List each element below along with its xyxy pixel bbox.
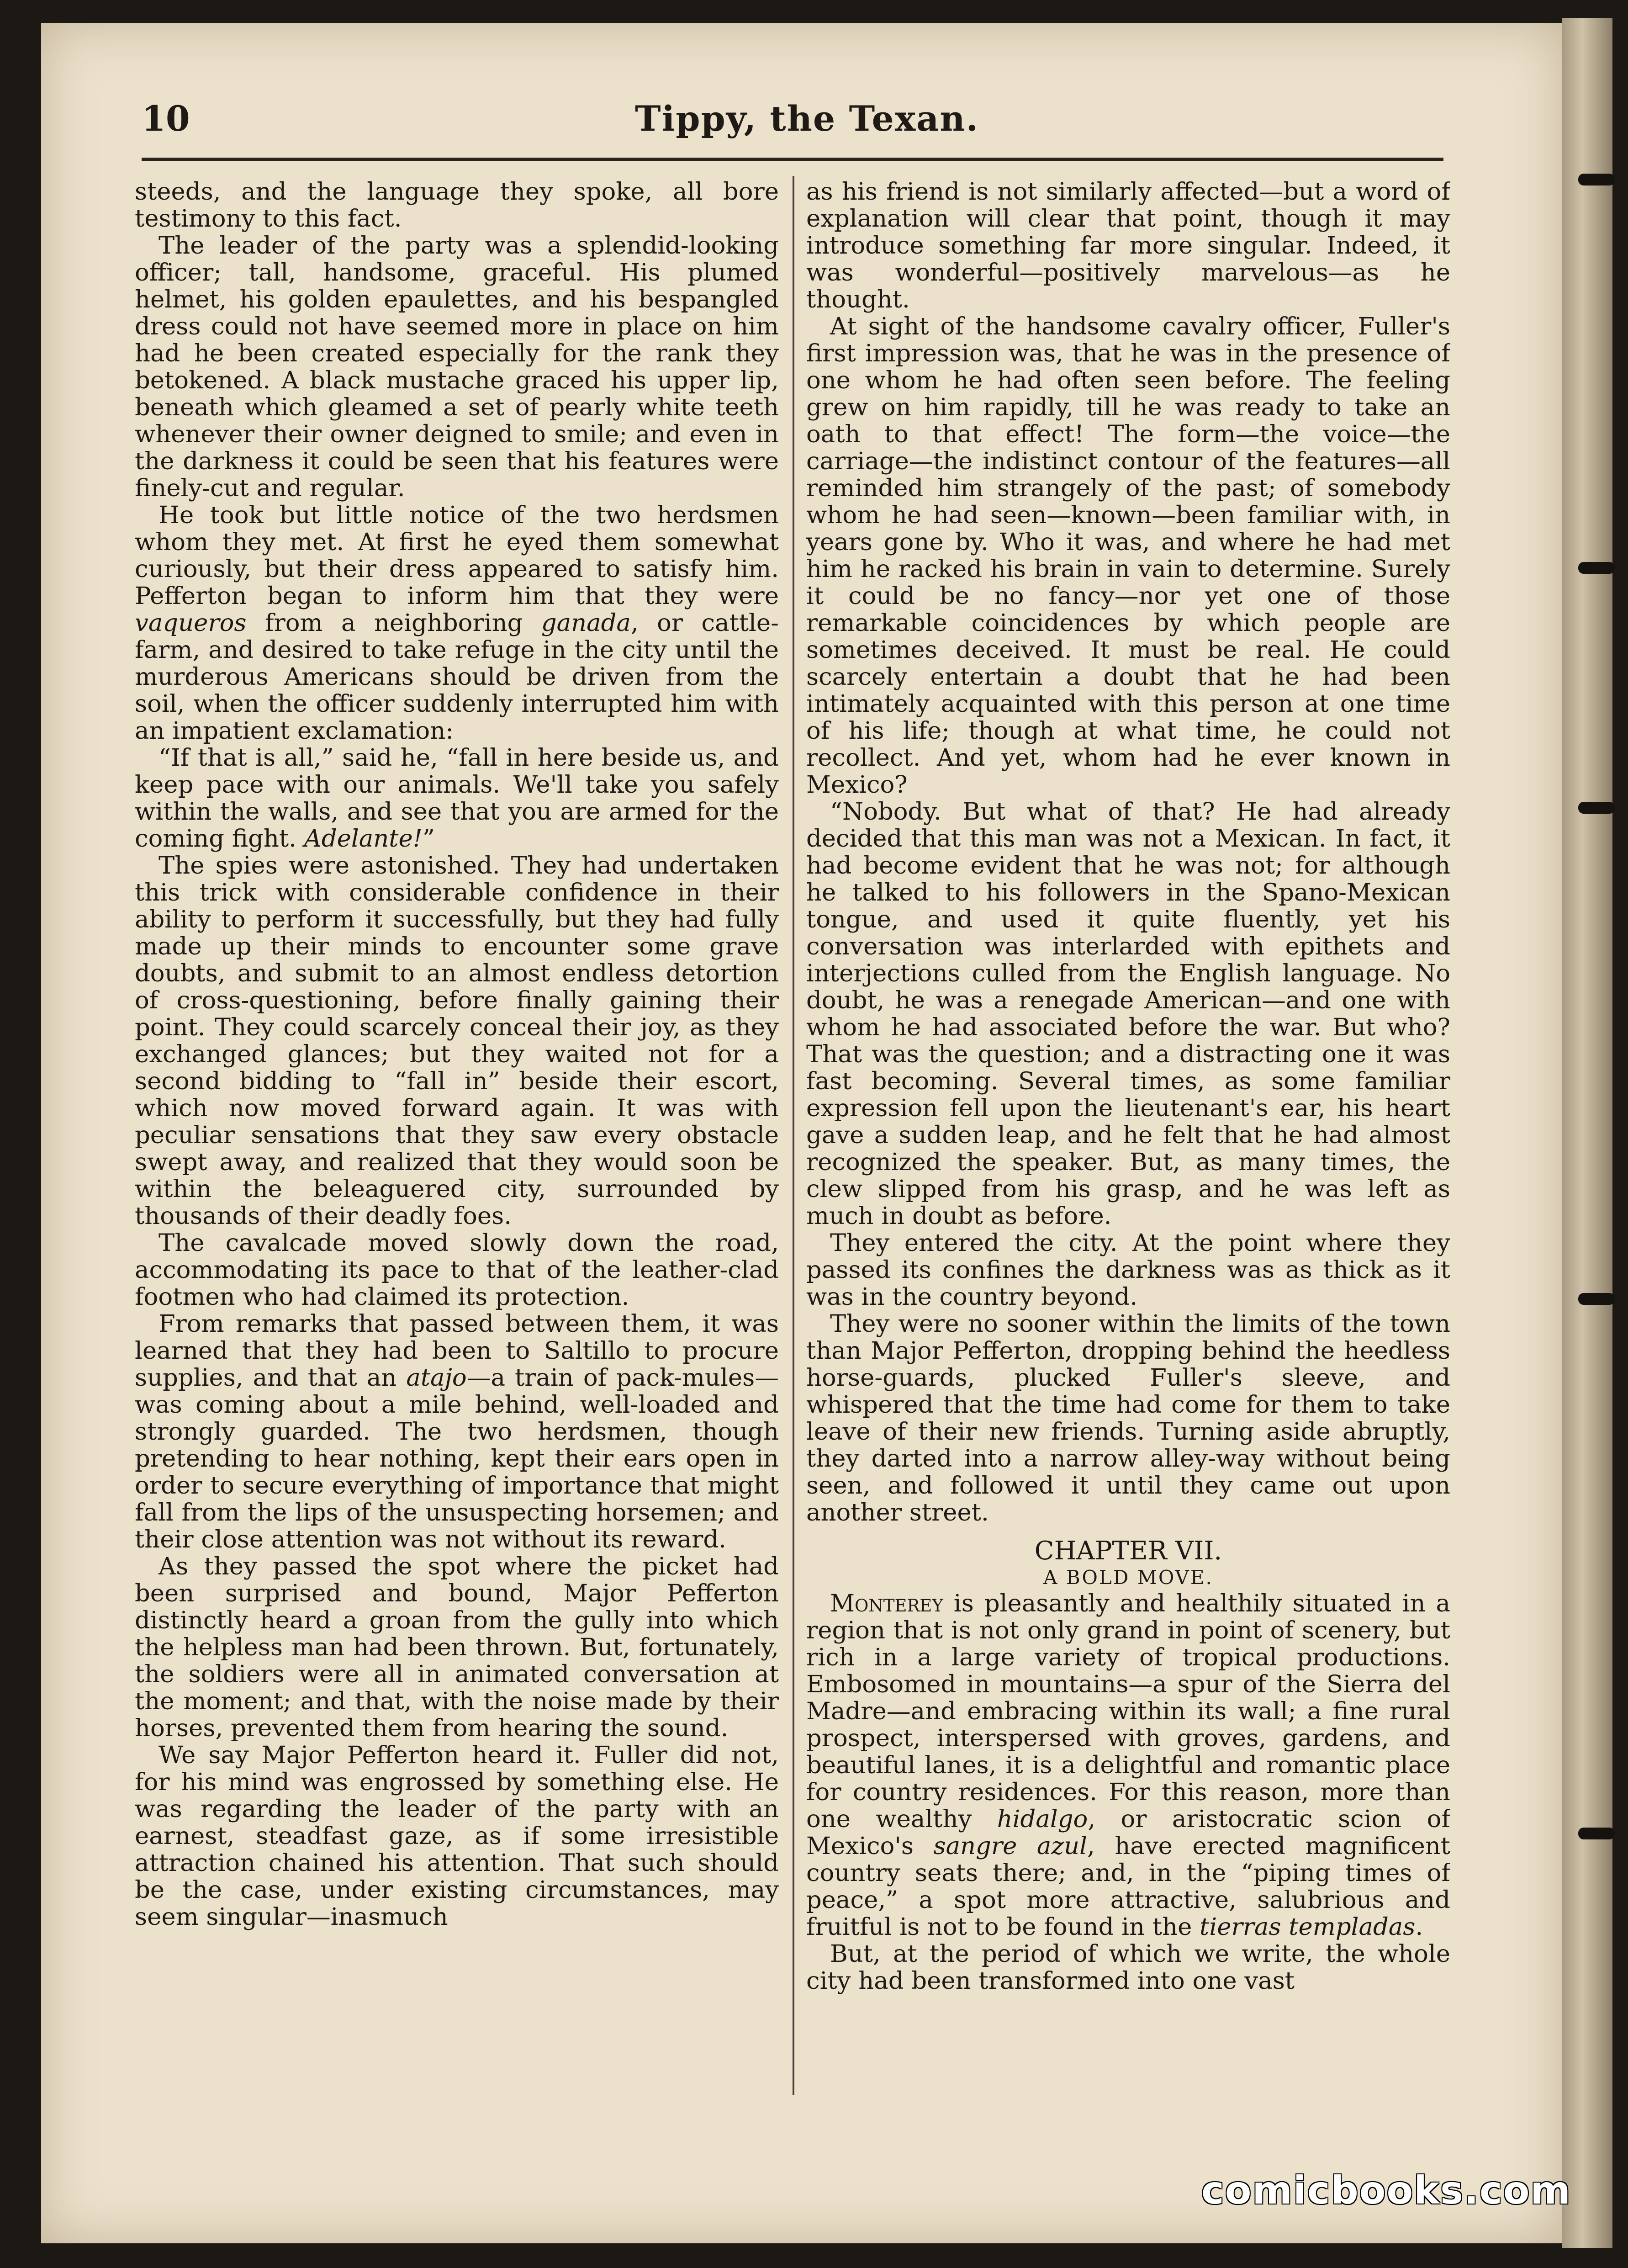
paragraph: “Nobody. But what of that? He had already decided that this man was not a Mexican. In fact, it had become evident that he was not; for although he talked to his followers in the Spano-Mexican tongue, and used it quite fluently, yet his conversation was interlarded with epithets and interjections culled from the English language. No doubt, he was a renegade American—and one with whom he had associated before the war. But who? That was the question; and a distracting one it was fast becoming. Several times, as some familiar expression fell upon the lieutenant's ear, his heart gave a sudden leap, and he felt that he had almost recognized the speaker. But, as many times, the clew slipped from his grasp, and he was left as much in doubt as before.	[806, 798, 1450, 1230]
paragraph: The leader of the party was a splendid-looking officer; tall, handsome, graceful. His plumed helmet, his golden epaulettes, and his bespangled dress could not have seemed more in place on him had he been created especially for the rank they betokened. A black mustache graced his upper lip, beneath which gleamed a set of pearly white teeth whenever their owner deigned to smile; and even in the darkness it could be seen that his features were finely-cut and regular.	[135, 232, 779, 502]
paragraph: They entered the city. At the point where they passed its confines the darkness was as thick as it was in the country beyond.	[806, 1229, 1450, 1311]
chapter-subtitle: A BOLD MOVE.	[1043, 1566, 1213, 1589]
paragraph: The spies were astonished. They had undertaken this trick with considerable confidence in their ability to perform it successfully, but they had fully made up their minds to encounter some grave doubts, and submit to an almost endless detortion of cross-questioning, before finally gaining their point. They could scarcely conceal their joy, as they exchanged glances; but they waited not for a second bidding to “fall in” beside their escort, which now moved forward again. It was with peculiar sensations that they saw every obstacle swept away, and realized that they would soon be within the beleaguered city, surrounded by thousands of their deadly foes.	[135, 852, 779, 1230]
binding-staple	[1578, 562, 1615, 574]
chapter-first-paragraph	[806, 1590, 1450, 1940]
left-column	[135, 178, 779, 2120]
paragraph: From remarks that passed between them, it was learned that they had been to Saltillo to procure supplies, and that an atajo—a train of pack-mules—was coming about a mile behind, well-loaded and strongly guarded. The two herdsmen, though pretending to hear nothing, kept their ears open in order to secure everything of importance that might fall from the lips of the unsuspecting horsemen; and their close attention was not without its reward.	[135, 1310, 779, 1553]
paragraph: As they passed the spot where the picket had been surprised and bound, Major Pefferton distinctly heard a groan from the gully into which the helpless man had been thrown. But, fortunately, the soldiers were all in animated conversation at the moment; and that, with the noise made by their horses, prevented them from hearing the sound.	[135, 1553, 779, 1742]
site-watermark: comicbooks.com	[1201, 2168, 1571, 2213]
paragraph-text: is pleasantly and healthily situated in a region that is not only grand in point of scenery, but rich in a large variety of tropical productions. Embosomed in mountains—a spur of the Sierra del Madre—and embracing within its wall; a fine rural prospect, interspersed with groves, gardens, and beautiful lanes, it is a delightful and romantic place for country residences. For this reason, more than one wealthy hidalgo, or aristocratic scion of Mexico's sangre azul, have erected magnificent country seats there; and, in the “piping times of peace,” a spot more attractive, salubrious and fruitful is not to be found in the tierras templadas.	[806, 1590, 1450, 1941]
binding-staple	[1578, 174, 1615, 185]
column-divider	[793, 176, 794, 2095]
paragraph: as his friend is not similarly affected—but a word of explanation will clear that point, though it may introduce something far more singular. Indeed, it was wonderful—positively marvelous—as he thought.	[806, 178, 1450, 313]
paragraph: At sight of the handsome cavalry officer, Fuller's first impression was, that he was in the presence of one whom he had often seen before. The feeling grew on him rapidly, till he was ready to take an oath to that effect! The form—the voice—the carriage—the indistinct contour of the features—all reminded him strangely of the past; of somebody whom he had seen—known—been familiar with, in years gone by. Who it was, and where he had met him he racked his brain in vain to determine. Surely it could be no fancy—nor yet one of those remarkable coincidences by which people are sometimes deceived. It must be real. He could scarcely entertain a doubt that he had been intimately acquainted with this person at one time of his life; though at what time, he could not recollect. And yet, whom had he ever known in Mexico?	[806, 313, 1450, 799]
lead-word: Monterey	[830, 1590, 943, 1617]
running-title: Tippy, the Texan.	[635, 98, 979, 139]
paragraph: But, at the period of which we write, the whole city had been transformed into one vast	[806, 1940, 1450, 1995]
paragraph: We say Major Pefferton heard it. Fuller did not, for his mind was engrossed by something else. He was regarding the leader of the party with an earnest, steadfast gaze, as if some irresistible attraction chained his attention. That such should be the case, under existing circumstances, may seem singular—inasmuch	[135, 1741, 779, 1931]
right-column	[806, 178, 1450, 2120]
binding-staple	[1578, 1828, 1615, 1839]
chapter-heading: CHAPTER VII.	[1034, 1536, 1222, 1566]
header-rule	[142, 158, 1443, 161]
page-edge	[1562, 18, 1612, 2248]
paragraph: “If that is all,” said he, “fall in here beside us, and keep pace with our animals. We'll take you safely within the walls, and see that you are armed for the coming fight. Adelante!”	[135, 744, 779, 853]
binding-staple	[1578, 1293, 1615, 1305]
paragraph: They were no sooner within the limits of the town than Major Pefferton, dropping behind the heedless horse-guards, plucked Fuller's sleeve, and whispered that the time had come for them to take leave of their new friends. Turning aside abruptly, they darted into a narrow alley-way without being seen, and followed it until they came out upon another street.	[806, 1310, 1450, 1526]
page-header	[142, 94, 1443, 144]
binding-staple	[1578, 802, 1615, 814]
page-number: 10	[142, 98, 190, 139]
paragraph: He took but little notice of the two herdsmen whom they met. At first he eyed them somewhat curiously, but their dress appeared to satisfy him. Pefferton began to inform him that they were vaqueros from a neighboring ganada, or cattle-farm, and desired to take refuge in the city until the murderous Americans should be driven from the soil, when the officer suddenly interrupted him with an impatient exclamation:	[135, 501, 779, 745]
paragraph: steeds, and the language they spoke, all bore testimony to this fact.	[135, 178, 779, 233]
paragraph: The cavalcade moved slowly down the road, accommodating its pace to that of the leather-clad footmen who had claimed its protection.	[135, 1229, 779, 1311]
